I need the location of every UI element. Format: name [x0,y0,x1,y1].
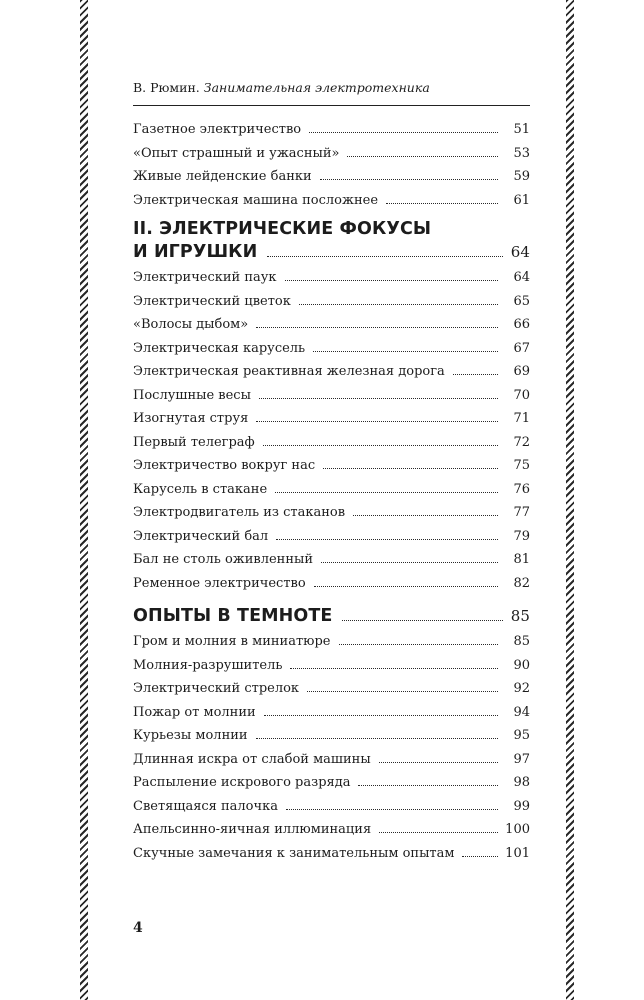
toc-entry-title: Карусель в стакане [133,481,268,497]
toc-entry-page: 59 [513,169,530,184]
section-heading-2 [133,218,530,264]
dot-leader [342,620,502,621]
toc-entry-title: «Опыт страшный и ужасный» [133,145,340,161]
toc-entry-page: 71 [513,411,530,426]
section-heading-3 [133,605,530,628]
section-title-continuation: И ИГРУШКИ [133,242,258,262]
toc-entry [133,189,530,213]
toc-entry [133,313,530,337]
toc-entry-page: 94 [513,704,530,720]
toc-entry-title: Бал не столь оживленный [133,552,314,567]
section-page-number: 64 [510,243,530,261]
toc-entry-title: Курьезы молнии [133,728,248,743]
toc-entry [133,407,530,431]
dot-leader [347,155,498,157]
toc-entry [133,677,530,701]
toc-entry-title: Распыление искрового разряда [133,775,351,790]
section-title-line-1: II. ЭЛЕКТРИЧЕСКИЕ ФОКУСЫ [133,219,432,239]
dot-leader [256,326,498,328]
page-number: 4 [133,920,143,936]
dot-leader [267,256,502,257]
toc-entry-title: Пожар от молнии [133,704,256,720]
toc-entry [133,572,530,596]
toc-entry-page: 92 [513,681,530,696]
toc-entry-title: Электричество вокруг нас [133,458,316,473]
dot-leader [307,690,498,692]
toc-entry-page: 51 [513,122,530,137]
toc-entry-page: 97 [513,751,530,767]
toc-entry-title: Гром и молния в миниатюре [133,634,331,649]
toc-entry-page: 67 [513,340,530,356]
dot-leader [299,303,498,305]
section-page-number: 85 [510,607,530,625]
toc-group-3 [133,630,530,865]
dot-leader [256,420,498,422]
section-title-line-2 [133,241,530,264]
toc-group-2 [133,266,530,595]
toc-entry-page: 66 [513,317,530,332]
toc-entry-page: 100 [505,822,530,837]
dot-leader [320,178,498,180]
toc-entry-title: Изогнутая струя [133,411,249,426]
toc-entry [133,165,530,189]
toc-entry-page: 95 [513,728,530,743]
toc-entry-title: Живые лейденские банки [133,169,312,184]
dot-leader [353,514,498,516]
toc-entry [133,384,530,408]
toc-entry [133,478,530,502]
toc-entry-title: Апельсинно-яичная иллюминация [133,822,372,837]
toc-entry [133,501,530,525]
toc-entry-title: Электрическая карусель [133,340,306,356]
toc-entry-page: 53 [513,145,530,161]
toc-entry [133,748,530,772]
toc-entry-title: Газетное электричество [133,122,302,137]
dot-leader [313,350,498,352]
header-author: В. Рюмин. [133,80,200,95]
section-title: ОПЫТЫ В ТЕМНОТЕ [133,606,333,626]
toc-entry-title: Электродвигатель из стаканов [133,505,346,520]
dot-leader [314,585,498,587]
header-book-title: Занимательная электротехника [203,80,430,95]
dot-leader [323,467,498,469]
toc-entry-title: Длинная искра от слабой машины [133,751,371,767]
dot-leader [386,202,498,204]
toc-entry-page: 82 [513,575,530,591]
toc-entry-title: «Волосы дыбом» [133,317,249,332]
toc-entry-title: Электрический цветок [133,293,291,309]
decorative-border-right [566,0,574,1000]
toc-entry [133,771,530,795]
toc-entry-title: Молния-разрушитель [133,657,283,673]
section-title-line [133,605,530,628]
toc-entry [133,654,530,678]
toc-entry-title: Первый телеграф [133,434,255,450]
toc-entry [133,142,530,166]
toc-entry [133,701,530,725]
dot-leader [339,643,499,645]
toc-entry-page: 61 [513,192,530,208]
toc-entry-title: Электрический стрелок [133,681,300,696]
toc-entry [133,431,530,455]
dot-leader [290,667,498,669]
toc-entry [133,525,530,549]
toc-entry-page: 99 [513,798,530,814]
dot-leader [453,373,498,375]
toc-entry-page: 77 [513,505,530,520]
toc-entry [133,795,530,819]
toc-entry-title: Светящаяся палочка [133,798,278,814]
toc-entry-title: Скучные замечания к занимательным опытам [133,845,455,861]
dot-leader [276,538,498,540]
toc-entry-title: Электрический паук [133,270,277,285]
toc-entry-title: Послушные весы [133,387,251,403]
dot-leader [259,397,498,399]
running-header [133,80,530,96]
toc-entry-page: 101 [505,845,530,861]
dot-leader [264,714,498,716]
toc-entry-page: 75 [513,458,530,473]
toc-entry-title: Ременное электричество [133,575,306,591]
toc-entry [133,842,530,866]
toc-entry [133,337,530,361]
header-rule [133,105,530,106]
toc-entry [133,454,530,478]
toc-entry-title: Электрический бал [133,528,269,544]
dot-leader [462,855,498,857]
toc-group-1 [133,118,530,212]
toc-entry [133,360,530,384]
toc-entry-page: 76 [513,481,530,497]
table-of-contents [133,118,530,865]
toc-entry-page: 65 [513,293,530,309]
toc-entry-page: 90 [513,657,530,673]
dot-leader [286,808,498,810]
dot-leader [275,491,498,493]
toc-entry-page: 98 [513,775,530,790]
dot-leader [358,784,498,786]
dot-leader [309,131,498,133]
toc-entry [133,266,530,290]
dot-leader [379,831,498,833]
dot-leader [256,737,498,739]
toc-entry-title: Электрическая машина посложнее [133,192,379,208]
toc-entry-page: 70 [513,387,530,403]
toc-entry [133,548,530,572]
toc-entry-title: Электрическая реактивная железная дорога [133,364,445,379]
toc-entry-page: 64 [513,270,530,285]
toc-entry-page: 69 [513,364,530,379]
toc-entry [133,818,530,842]
toc-entry [133,724,530,748]
dot-leader [285,279,498,281]
dot-leader [263,444,498,446]
toc-entry [133,290,530,314]
dot-leader [379,761,498,763]
toc-entry-page: 81 [513,552,530,567]
toc-entry [133,118,530,142]
dot-leader [321,561,498,563]
toc-entry-page: 72 [513,434,530,450]
toc-entry-page: 85 [513,634,530,649]
toc-entry-page: 79 [513,528,530,544]
decorative-border-left [80,0,88,1000]
toc-entry [133,630,530,654]
